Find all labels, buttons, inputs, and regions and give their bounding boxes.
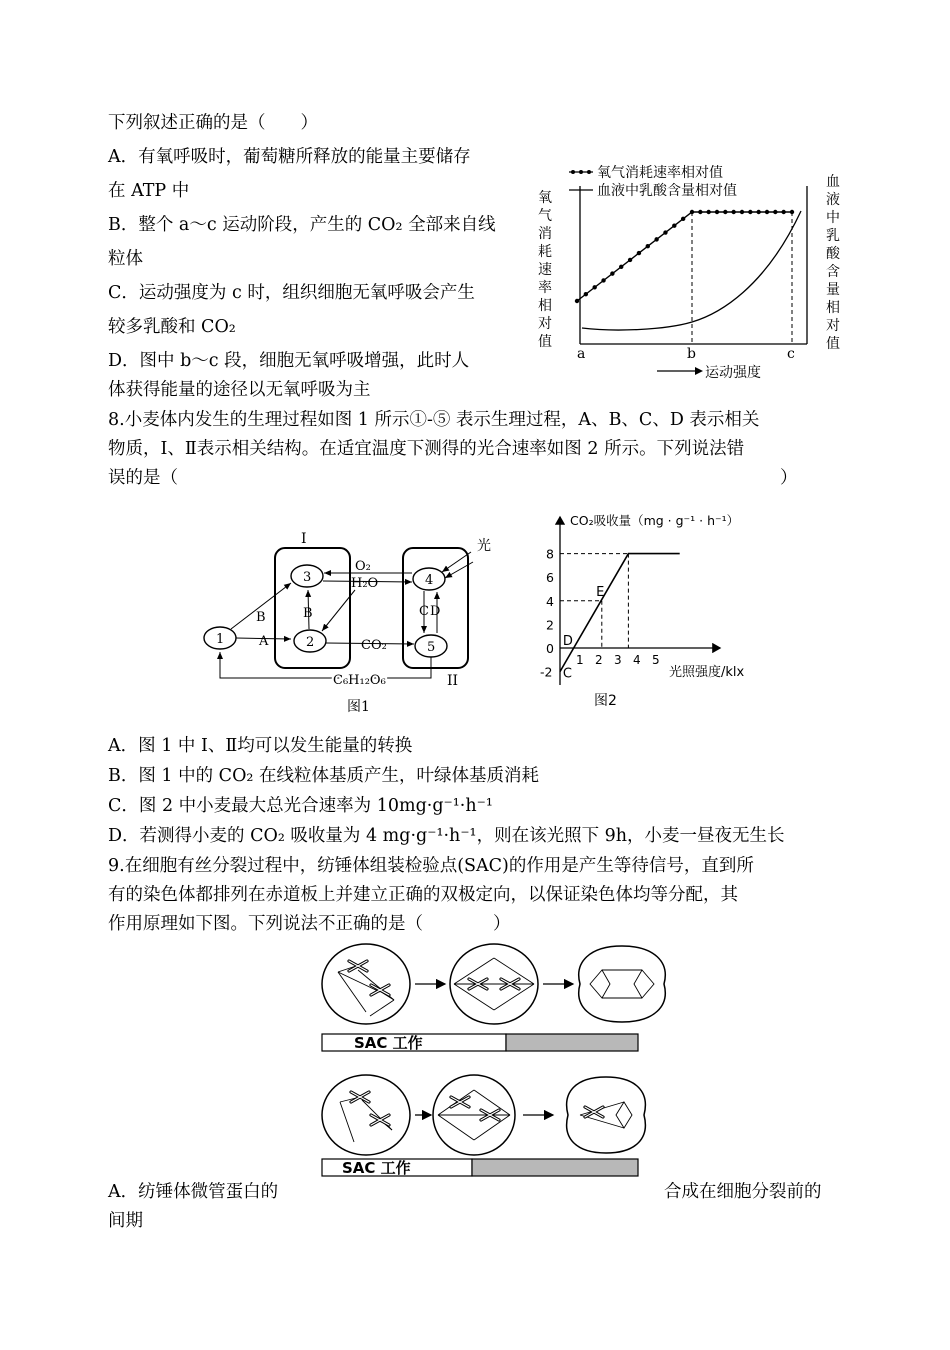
q7-stem: 下列叙述正确的是（ ） (108, 113, 318, 133)
q8-line-1: 8.小麦体内发生的生理过程如图 1 所示①-⑤ 表示生理过程，A、B、C、D 表示相关 (108, 410, 760, 430)
o2-data-point (756, 210, 760, 214)
process-3-label: 3 (303, 570, 312, 585)
o2-data-point (715, 210, 719, 214)
o2-data-point (663, 230, 667, 234)
fig2-point-D: D (562, 634, 573, 649)
o2-data-point (610, 271, 614, 275)
label-B-lower: B (303, 606, 313, 621)
q7-option-c: C．运动强度为 c 时，组织细胞无氧呼吸会产生 (108, 283, 475, 303)
fig2-y-tick: 6 (546, 570, 554, 586)
legend-o2-dot (571, 170, 575, 174)
q7-option-b: B．整个 a～c 运动阶段，产生的 CO₂ 全部来自线 (108, 215, 496, 235)
o2-data-point (723, 210, 727, 214)
cell-1c (579, 946, 665, 1022)
fig2-y-tick: 4 (546, 593, 554, 609)
fig2-y-tick: 8 (546, 546, 554, 562)
o2-data-point (646, 244, 650, 248)
x-axis-label: 运动强度 (705, 365, 761, 381)
o2-data-point (681, 217, 685, 221)
cell-1a-spindle (338, 966, 394, 1016)
legend-lactate-label: 血液中乳酸含量相对值 (597, 183, 737, 199)
q9-option-a-right: 合成在细胞分裂前的 (664, 1182, 822, 1202)
o2-data-point (731, 210, 735, 214)
q7-option-d-cont: 体获得能量的途径以无氧呼吸为主 (108, 380, 371, 400)
figure-1-caption: 图1 (347, 699, 370, 715)
legend-o2-label: 氧气消耗速率相对值 (597, 165, 723, 181)
fig2-point-C: C (562, 666, 572, 682)
q7-exercise-chart (525, 158, 845, 386)
q8-option-a: A．图 1 中 I、Ⅱ均可以发生能量的转换 (108, 736, 413, 756)
o2-data-point (740, 210, 744, 214)
q7-option-a-cont: 在 ATP 中 (108, 181, 190, 201)
arrow-glucose (220, 652, 431, 678)
q8-option-c: C．图 2 中小麦最大总光合速率为 10mg·g⁻¹·h⁻¹ (108, 796, 493, 816)
fig2-x-tick: 2 (595, 653, 603, 667)
legend-o2-dot (587, 170, 591, 174)
q8-line-3-right: ） (780, 468, 798, 488)
x-tick-a: a (577, 346, 586, 362)
chromosome (351, 1092, 369, 1102)
o2-data-point (790, 210, 794, 214)
label-D: D (430, 604, 441, 619)
sac-bar-2-inactive (472, 1159, 638, 1176)
chromosome (349, 961, 367, 971)
legend-o2-dot (579, 170, 583, 174)
fig2-xlabel: 光照强度/klx (669, 665, 745, 680)
label-B-upper: B (256, 610, 266, 625)
q9-line-1: 9.在细胞有丝分裂过程中，纺锤体组装检验点(SAC)的作用是产生等待信号，直到所 (108, 856, 754, 876)
q8-figure-1 (195, 528, 515, 723)
fig2-point-E: E (596, 584, 605, 600)
process-4-label: 4 (425, 573, 434, 588)
label-CO2: CO₂ (361, 638, 387, 653)
figure-2-caption: 图2 (594, 693, 617, 709)
label-light: 光 (477, 538, 491, 554)
q9-option-a-left: A．纺锤体微管蛋白的 (108, 1182, 279, 1202)
o2-data-point (698, 210, 702, 214)
q8-figure-2 (532, 505, 777, 715)
light-arrow (442, 552, 471, 572)
q9-option-a-cont: 间期 (108, 1211, 143, 1231)
chromosome (371, 1115, 389, 1125)
y-axis-left-label: 氧气消耗速率相对值 (538, 190, 552, 350)
structure-II-label: II (447, 673, 459, 689)
sac-label-1: SAC 工作 (354, 1034, 423, 1052)
q8-option-d: D．若测得小麦的 CO₂ 吸收量为 4 mg·g⁻¹·h⁻¹，则在该光照下 9h，小麦一昼夜无生长 (108, 826, 785, 846)
process-2-label: 2 (306, 635, 315, 650)
cell-2b-spindle (438, 1090, 510, 1140)
x-tick-c: c (787, 346, 795, 362)
label-A: A (259, 634, 269, 649)
o2-data-point (748, 210, 752, 214)
chromosome (585, 1107, 603, 1117)
q7-option-a: A．有氧呼吸时，葡萄糖所释放的能量主要储存 (108, 147, 471, 167)
chromosome (451, 1097, 469, 1107)
o2-data-point (637, 251, 641, 255)
q8-line-2: 物质，I、Ⅱ表示相关结构。在适宜温度下测得的光合速率如图 2 所示。下列说法错 (108, 439, 745, 459)
o2-data-point (773, 210, 777, 214)
process-1-label: 1 (216, 632, 225, 647)
o2-data-point (706, 210, 710, 214)
process-5-label: 5 (427, 640, 436, 655)
o2-data-point (781, 210, 785, 214)
o2-data-point (765, 210, 769, 214)
fig2-x-tick: 5 (652, 653, 660, 667)
q8-line-3-left: 误的是（ (108, 468, 178, 488)
structure-I-label: I (301, 531, 307, 547)
q7-option-d: D．图中 b～c 段，细胞无氧呼吸增强，此时人 (108, 351, 470, 371)
q8-option-b: B．图 1 中的 CO₂ 在线粒体基质产生，叶绿体基质消耗 (108, 766, 539, 786)
sac-label-2: SAC 工作 (342, 1159, 411, 1177)
label-C: C (419, 604, 429, 619)
x-tick-b: b (687, 346, 696, 362)
cell-2a (322, 1075, 410, 1155)
y-axis-right-label: 血液中乳酸含量相对值 (826, 174, 840, 352)
o2-data-point (690, 210, 694, 214)
fig2-x-tick: 4 (633, 653, 641, 667)
fig2-y-tick: 2 (546, 617, 554, 633)
label-O2: O₂ (355, 559, 371, 574)
o2-data-point (575, 299, 579, 303)
o2-data-point (654, 237, 658, 241)
q7-option-b-cont: 粒体 (108, 249, 143, 269)
o2-data-point (619, 265, 623, 269)
q7-option-c-cont: 较多乳酸和 CO₂ (108, 317, 236, 337)
chromosome (371, 985, 389, 995)
fig2-x-tick: 3 (614, 653, 622, 667)
fig2-y-tick: 0 (546, 641, 554, 656)
cell-2c (567, 1077, 646, 1153)
x-arrow-head (695, 367, 703, 375)
figure-2-ylabel: CO₂吸收量（mg · g⁻¹ · h⁻¹） (570, 513, 740, 528)
q9-sac-figure (318, 942, 668, 1180)
o2-consumption-line (577, 212, 792, 301)
q9-line-3: 作用原理如下图。下列说法不正确的是（ ） (108, 914, 511, 934)
o2-data-point (672, 223, 676, 227)
o2-data-point (592, 285, 596, 289)
label-H2O: H₂O (351, 576, 379, 591)
cell-2a-spindle (340, 1097, 392, 1142)
fig2-y-tick: -2 (540, 664, 553, 680)
sac-bar-1-inactive (506, 1034, 638, 1051)
cell-1b-spindle (454, 958, 534, 1010)
o2-data-point (601, 278, 605, 282)
fig2-x-tick: 1 (576, 653, 584, 667)
o2-data-point (628, 258, 632, 262)
q9-line-2: 有的染色体都排列在赤道板上并建立正确的双极定向，以保证染色体均等分配，其 (108, 885, 738, 905)
o2-data-point (584, 292, 588, 296)
label-glucose: C₆H₁₂O₆ (333, 673, 386, 688)
cell-1c-spindle (590, 970, 654, 998)
